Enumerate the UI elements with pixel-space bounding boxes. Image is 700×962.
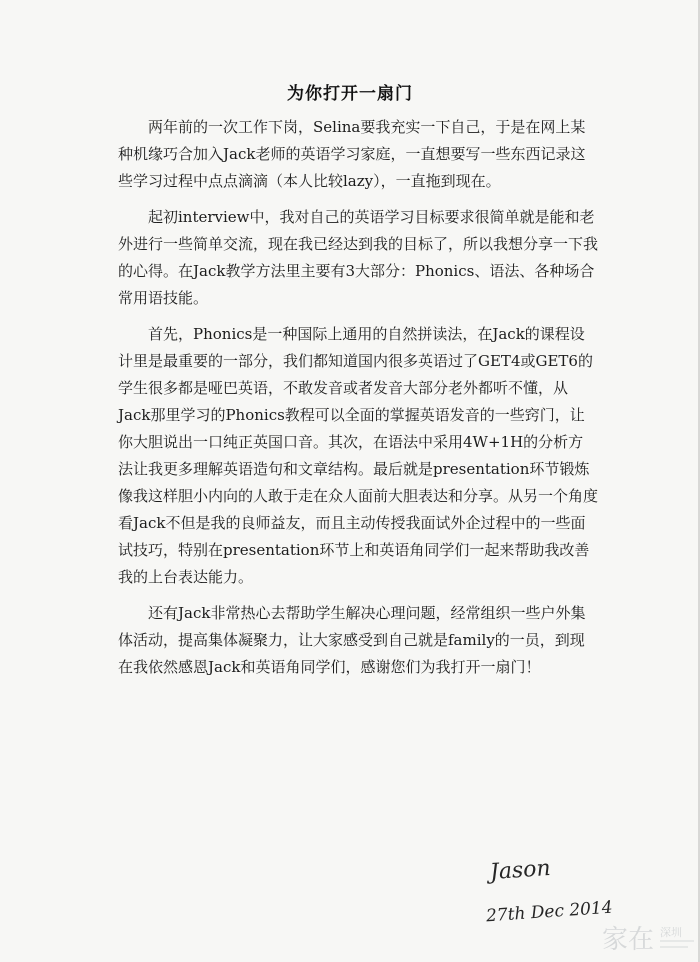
letter-title: 为你打开一扇门 xyxy=(287,84,413,104)
paragraph-3: 首先，Phonics是一种国际上通用的自然拼读法，在Jack的课程设计里是最重要的一部分，我们都知道国内很多英语过了GET4或GET6的学生很多都是哑巴英语，不敢发音或者发音大部分老外都听不懂，从Jack那里学习的Phonics教程可以全面的掌握英语发音的一些窍门，让你大胆说出一口纯正英国口音。其次，在语法中采用4W+1H的分析方法让我更多理解英语造句和文章结构。最后就是presentation环节锻炼像我这样胆小内向的人敢于走在众人面前大胆表达和分享。从另一个角度看Jack不但是我的良师益友，而且主动传授我面试外企过程中的一些面试技巧，特别在presentation环节上和英语角同学们一起来帮助我改善我的上台表达能力。 xyxy=(118,325,599,586)
letter-body xyxy=(118,114,598,690)
svg-text:深圳: 深圳 xyxy=(660,926,682,939)
paragraph-1: 两年前的一次工作下岗，Selina要我充实一下自己，于是在网上某种机缘巧合加入Jack老师的英语学习家庭，一直想要写一些东西记录这些学习过程中点点滴滴（本人比较lazy），一直拖到现在。 xyxy=(118,118,586,190)
handwritten-signature: Jason xyxy=(489,855,552,886)
handwritten-date: 27th Dec 2014 xyxy=(485,897,614,927)
paragraph-4: 还有Jack非常热心去帮助学生解决心理问题，经常组织一些户外集体活动，提高集体凝聚力，让大家感受到自己就是family的一员，到现在我依然感恩Jack和英语角同学们，感谢您们为我打开一扇门！ xyxy=(118,604,586,676)
site-watermark-logo xyxy=(598,914,698,962)
svg-text:家在: 家在 xyxy=(602,925,655,955)
paragraph-2: 起初interview中，我对自己的英语学习目标要求很简单就是能和老外进行一些简单交流，现在我已经达到我的目标了，所以我想分享一下我的心得。在Jack教学方法里主要有3大部分：Phonics、语法、各种场合常用语技能。 xyxy=(118,208,599,307)
